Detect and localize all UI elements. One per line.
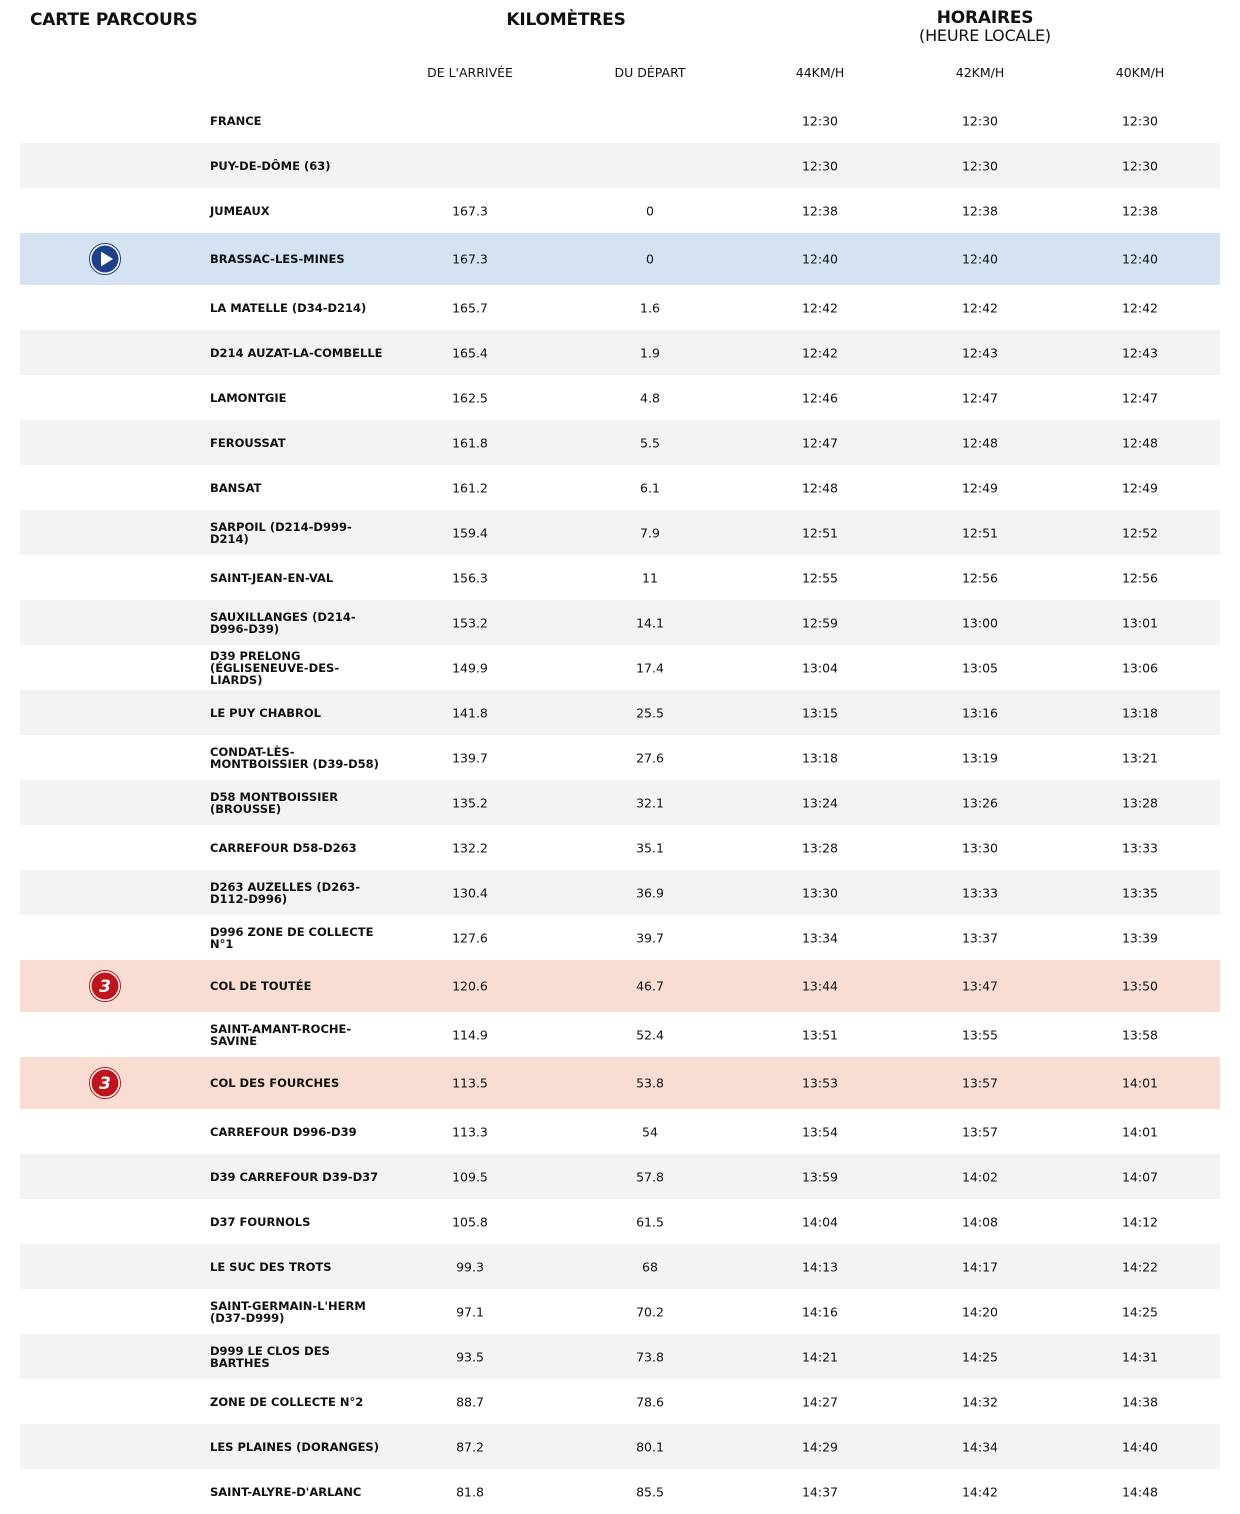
- place-name: COL DE TOUTÉE: [210, 979, 312, 993]
- time-40kmh: 14:12: [1121, 1214, 1159, 1229]
- km-from-start: 73.8: [636, 1349, 664, 1364]
- horaires-subtitle: (HEURE LOCALE): [919, 26, 1051, 45]
- horaires-header: [919, 10, 1051, 44]
- place-name: D263 AUZELLES (D263-D112-D996): [210, 879, 361, 906]
- km-from-start: 52.4: [636, 1027, 664, 1042]
- km-from-finish: 149.9: [452, 660, 488, 675]
- km-from-start: 27.6: [636, 750, 664, 765]
- time-42kmh: 12:38: [961, 203, 999, 218]
- time-44kmh: 13:28: [801, 840, 839, 855]
- time-44kmh: 12:42: [801, 345, 839, 360]
- time-42kmh: 13:57: [961, 1124, 999, 1139]
- time-44kmh: 14:27: [801, 1394, 839, 1409]
- time-42kmh: 13:47: [961, 978, 999, 994]
- km-from-start: 6.1: [640, 480, 660, 495]
- time-40kmh: 13:58: [1121, 1027, 1159, 1042]
- kilometres-header: KILOMÈTRES: [506, 10, 626, 30]
- km-from-start: 35.1: [636, 840, 664, 855]
- time-42kmh: 12:30: [961, 113, 999, 128]
- time-40kmh: 12:30: [1121, 158, 1159, 173]
- table-row: [20, 1199, 1220, 1244]
- place-name: FRANCE: [210, 113, 262, 128]
- time-40kmh: 13:01: [1121, 615, 1159, 630]
- km-from-start: 32.1: [636, 795, 664, 810]
- km-from-start: 70.2: [636, 1304, 664, 1319]
- km-from-start: 1.6: [640, 300, 660, 315]
- km-from-finish: 99.3: [456, 1259, 484, 1274]
- time-42kmh: 12:42: [961, 300, 999, 315]
- time-40kmh: 13:28: [1121, 795, 1159, 810]
- time-42kmh: 12:49: [961, 480, 999, 495]
- time-40kmh: 13:06: [1121, 660, 1159, 675]
- table-row: [20, 1057, 1220, 1109]
- climb-category-3-icon: [89, 970, 121, 1002]
- time-44kmh: 14:04: [801, 1214, 839, 1229]
- table-row: [20, 420, 1220, 465]
- table-row: [20, 555, 1220, 600]
- time-44kmh: 13:34: [801, 930, 839, 945]
- time-42kmh: 13:26: [961, 795, 999, 810]
- time-40kmh: 14:07: [1121, 1169, 1159, 1184]
- place-name: SAINT-AMANT-ROCHE-SAVINE: [210, 1021, 352, 1048]
- time-40kmh: 13:39: [1121, 930, 1159, 945]
- time-40kmh: 14:48: [1121, 1484, 1159, 1499]
- place-name: LE PUY CHABROL: [210, 705, 321, 720]
- time-44kmh: 13:24: [801, 795, 839, 810]
- place-name: SAINT-ALYRE-D'ARLANC: [210, 1484, 362, 1499]
- km-from-finish: 87.2: [456, 1439, 484, 1454]
- time-40kmh: 14:01: [1121, 1075, 1159, 1091]
- table-row: [20, 98, 1220, 143]
- place-name: LES PLAINES (DORANGES): [210, 1439, 379, 1454]
- km-from-start: 46.7: [636, 978, 664, 994]
- time-44kmh: 13:53: [801, 1075, 839, 1091]
- time-42kmh: 12:47: [961, 390, 999, 405]
- table-row: [20, 870, 1220, 915]
- table-row: [20, 330, 1220, 375]
- time-42kmh: 13:16: [961, 705, 999, 720]
- climb-category-label: 3: [99, 1074, 111, 1094]
- time-42kmh: 14:25: [961, 1349, 999, 1364]
- place-name: SAINT-JEAN-EN-VAL: [210, 570, 334, 585]
- place-name: LA MATELLE (D34-D214): [210, 300, 367, 315]
- time-44kmh: 13:54: [801, 1124, 839, 1139]
- time-42kmh: 14:34: [961, 1439, 999, 1454]
- time-40kmh: 12:56: [1121, 570, 1159, 585]
- time-44kmh: 12:47: [801, 435, 839, 450]
- place-name: LE SUC DES TROTS: [210, 1259, 332, 1274]
- table-row: [20, 600, 1220, 645]
- climb-category-3-icon: [89, 1067, 121, 1099]
- time-42kmh: 12:48: [961, 435, 999, 450]
- km-from-start: 68: [642, 1259, 658, 1274]
- place-name: CARREFOUR D996-D39: [210, 1124, 357, 1139]
- time-44kmh: 12:42: [801, 300, 839, 315]
- time-40kmh: 12:49: [1121, 480, 1159, 495]
- km-from-finish: 161.2: [452, 480, 488, 495]
- table-row: [20, 1334, 1220, 1379]
- time-40kmh: 13:35: [1121, 885, 1159, 900]
- table-row: [20, 375, 1220, 420]
- km-from-start: 61.5: [636, 1214, 664, 1229]
- time-44kmh: 12:30: [801, 113, 839, 128]
- km-from-start: 54: [642, 1124, 658, 1139]
- km-from-start: 39.7: [636, 930, 664, 945]
- km-from-start: 78.6: [636, 1394, 664, 1409]
- km-from-finish: 113.5: [452, 1075, 488, 1091]
- time-40kmh: 13:21: [1121, 750, 1159, 765]
- km-from-start: 85.5: [636, 1484, 664, 1499]
- km-from-start: 57.8: [636, 1169, 664, 1184]
- table-row: [20, 285, 1220, 330]
- km-from-start: 36.9: [636, 885, 664, 900]
- place-name: JUMEAUX: [210, 203, 270, 218]
- climb-category-label: 3: [99, 977, 111, 997]
- place-name: FEROUSSAT: [210, 435, 286, 450]
- time-42kmh: 14:32: [961, 1394, 999, 1409]
- km-from-start: 7.9: [640, 525, 660, 540]
- table-row: [20, 143, 1220, 188]
- time-44kmh: 12:51: [801, 525, 839, 540]
- table-row: [20, 1469, 1220, 1514]
- time-44kmh: 13:18: [801, 750, 839, 765]
- column-header-depart: DU DÉPART: [614, 65, 686, 80]
- time-42kmh: 13:33: [961, 885, 999, 900]
- time-40kmh: 12:42: [1121, 300, 1159, 315]
- km-from-finish: 114.9: [452, 1027, 488, 1042]
- table-row: [20, 510, 1220, 555]
- table-row: [20, 915, 1220, 960]
- km-from-start: 1.9: [640, 345, 660, 360]
- km-from-finish: 93.5: [456, 1349, 484, 1364]
- km-from-start: 25.5: [636, 705, 664, 720]
- time-44kmh: 13:04: [801, 660, 839, 675]
- km-from-start: 0: [646, 203, 654, 218]
- table-row: [20, 1109, 1220, 1154]
- km-from-finish: 127.6: [452, 930, 488, 945]
- km-from-start: 4.8: [640, 390, 660, 405]
- time-44kmh: 13:51: [801, 1027, 839, 1042]
- km-from-start: 17.4: [636, 660, 664, 675]
- table-row: [20, 233, 1220, 285]
- km-from-start: 5.5: [640, 435, 660, 450]
- time-40kmh: 13:18: [1121, 705, 1159, 720]
- time-44kmh: 13:15: [801, 705, 839, 720]
- km-from-finish: 132.2: [452, 840, 488, 855]
- km-from-finish: 162.5: [452, 390, 488, 405]
- column-header-arrivee: DE L'ARRIVÉE: [427, 65, 513, 80]
- time-40kmh: 12:52: [1121, 525, 1159, 540]
- place-name: D37 FOURNOLS: [210, 1214, 311, 1229]
- table-row: [20, 188, 1220, 233]
- time-40kmh: 12:48: [1121, 435, 1159, 450]
- km-from-finish: 165.7: [452, 300, 488, 315]
- table-row: [20, 645, 1220, 690]
- place-name: COL DES FOURCHES: [210, 1076, 340, 1090]
- time-44kmh: 13:59: [801, 1169, 839, 1184]
- horaires-title: HORAIRES: [936, 8, 1034, 28]
- time-40kmh: 13:50: [1121, 978, 1159, 994]
- table-row: [20, 1289, 1220, 1334]
- km-from-finish: 130.4: [452, 885, 488, 900]
- time-44kmh: 12:30: [801, 158, 839, 173]
- place-name: D39 CARREFOUR D39-D37: [210, 1169, 379, 1184]
- place-name: D214 AUZAT-LA-COMBELLE: [210, 345, 383, 360]
- time-44kmh: 12:59: [801, 615, 839, 630]
- table-row: [20, 960, 1220, 1012]
- place-name: D58 MONTBOISSIER (BROUSSE): [210, 789, 339, 816]
- table-row: [20, 780, 1220, 825]
- time-40kmh: 12:30: [1121, 113, 1159, 128]
- time-44kmh: 14:37: [801, 1484, 839, 1499]
- table-row: [20, 690, 1220, 735]
- km-from-start: 11: [642, 570, 658, 585]
- table-row: [20, 735, 1220, 780]
- time-42kmh: 12:51: [961, 525, 999, 540]
- km-from-finish: 153.2: [452, 615, 488, 630]
- column-header-44kmh: 44KM/H: [795, 65, 845, 80]
- time-42kmh: 14:17: [961, 1259, 999, 1274]
- table-row: [20, 1244, 1220, 1289]
- km-from-finish: 109.5: [452, 1169, 488, 1184]
- place-name: SARPOIL (D214-D999-D214): [210, 519, 352, 546]
- km-from-finish: 159.4: [452, 525, 488, 540]
- km-from-finish: 161.8: [452, 435, 488, 450]
- time-44kmh: 12:38: [801, 203, 839, 218]
- place-name: D996 ZONE DE COLLECTE N°1: [210, 924, 374, 951]
- time-40kmh: 12:47: [1121, 390, 1159, 405]
- time-42kmh: 13:19: [961, 750, 999, 765]
- column-header-40kmh: 40KM/H: [1115, 65, 1165, 80]
- table-row: [20, 1424, 1220, 1469]
- km-from-finish: 105.8: [452, 1214, 488, 1229]
- time-42kmh: 13:05: [961, 660, 999, 675]
- place-name: SAUXILLANGES (D214-D996-D39): [210, 609, 356, 636]
- time-44kmh: 14:21: [801, 1349, 839, 1364]
- time-44kmh: 14:13: [801, 1259, 839, 1274]
- time-44kmh: 12:40: [801, 251, 839, 267]
- time-42kmh: 14:42: [961, 1484, 999, 1499]
- time-44kmh: 14:16: [801, 1304, 839, 1319]
- time-44kmh: 14:29: [801, 1439, 839, 1454]
- place-name: LAMONTGIE: [210, 390, 287, 405]
- time-42kmh: 13:00: [961, 615, 999, 630]
- time-40kmh: 12:43: [1121, 345, 1159, 360]
- time-44kmh: 13:44: [801, 978, 839, 994]
- time-40kmh: 14:01: [1121, 1124, 1159, 1139]
- table-row: [20, 1154, 1220, 1199]
- time-40kmh: 14:25: [1121, 1304, 1159, 1319]
- carte-parcours-header: CARTE PARCOURS: [30, 10, 198, 30]
- km-from-finish: 165.4: [452, 345, 488, 360]
- km-from-finish: 113.3: [452, 1124, 488, 1139]
- km-from-finish: 81.8: [456, 1484, 484, 1499]
- km-from-finish: 135.2: [452, 795, 488, 810]
- place-name: ZONE DE COLLECTE N°2: [210, 1394, 364, 1409]
- table-row: [20, 1012, 1220, 1057]
- km-from-start: 80.1: [636, 1439, 664, 1454]
- time-42kmh: 12:43: [961, 345, 999, 360]
- km-from-start: 53.8: [636, 1075, 664, 1091]
- column-header-42kmh: 42KM/H: [955, 65, 1005, 80]
- place-name: D999 LE CLOS DES BARTHES: [210, 1343, 330, 1370]
- time-42kmh: 13:55: [961, 1027, 999, 1042]
- km-from-finish: 167.3: [452, 203, 488, 218]
- time-42kmh: 14:20: [961, 1304, 999, 1319]
- table-row: [20, 1379, 1220, 1424]
- time-42kmh: 13:57: [961, 1075, 999, 1091]
- time-44kmh: 13:30: [801, 885, 839, 900]
- place-name: PUY-DE-DÔME (63): [210, 158, 331, 173]
- time-40kmh: 14:22: [1121, 1259, 1159, 1274]
- time-42kmh: 13:37: [961, 930, 999, 945]
- time-44kmh: 12:48: [801, 480, 839, 495]
- km-from-finish: 120.6: [452, 978, 488, 994]
- time-40kmh: 12:38: [1121, 203, 1159, 218]
- start-arrow-icon: [89, 243, 121, 275]
- place-name: D39 PRELONG (ÉGLISENEUVE-DES-LIARDS): [210, 648, 340, 687]
- time-40kmh: 14:40: [1121, 1439, 1159, 1454]
- place-name: CONDAT-LÈS-MONTBOISSIER (D39-D58): [210, 744, 379, 771]
- place-name: BANSAT: [210, 480, 262, 495]
- time-42kmh: 12:56: [961, 570, 999, 585]
- time-42kmh: 14:08: [961, 1214, 999, 1229]
- time-42kmh: 14:02: [961, 1169, 999, 1184]
- km-from-start: 14.1: [636, 615, 664, 630]
- time-40kmh: 14:38: [1121, 1394, 1159, 1409]
- km-from-finish: 139.7: [452, 750, 488, 765]
- km-from-finish: 167.3: [452, 251, 488, 267]
- km-from-finish: 97.1: [456, 1304, 484, 1319]
- table-row: [20, 825, 1220, 870]
- time-44kmh: 12:46: [801, 390, 839, 405]
- time-42kmh: 13:30: [961, 840, 999, 855]
- time-44kmh: 12:55: [801, 570, 839, 585]
- time-42kmh: 12:30: [961, 158, 999, 173]
- place-name: CARREFOUR D58-D263: [210, 840, 357, 855]
- time-40kmh: 13:33: [1121, 840, 1159, 855]
- time-40kmh: 14:31: [1121, 1349, 1159, 1364]
- table-row: [20, 465, 1220, 510]
- km-from-start: 0: [646, 251, 654, 267]
- place-name: SAINT-GERMAIN-L'HERM (D37-D999): [210, 1298, 366, 1325]
- km-from-finish: 88.7: [456, 1394, 484, 1409]
- time-40kmh: 12:40: [1121, 251, 1159, 267]
- place-name: BRASSAC-LES-MINES: [210, 252, 345, 266]
- km-from-finish: 141.8: [452, 705, 488, 720]
- time-42kmh: 12:40: [961, 251, 999, 267]
- route-timetable: [20, 98, 1220, 1514]
- km-from-finish: 156.3: [452, 570, 488, 585]
